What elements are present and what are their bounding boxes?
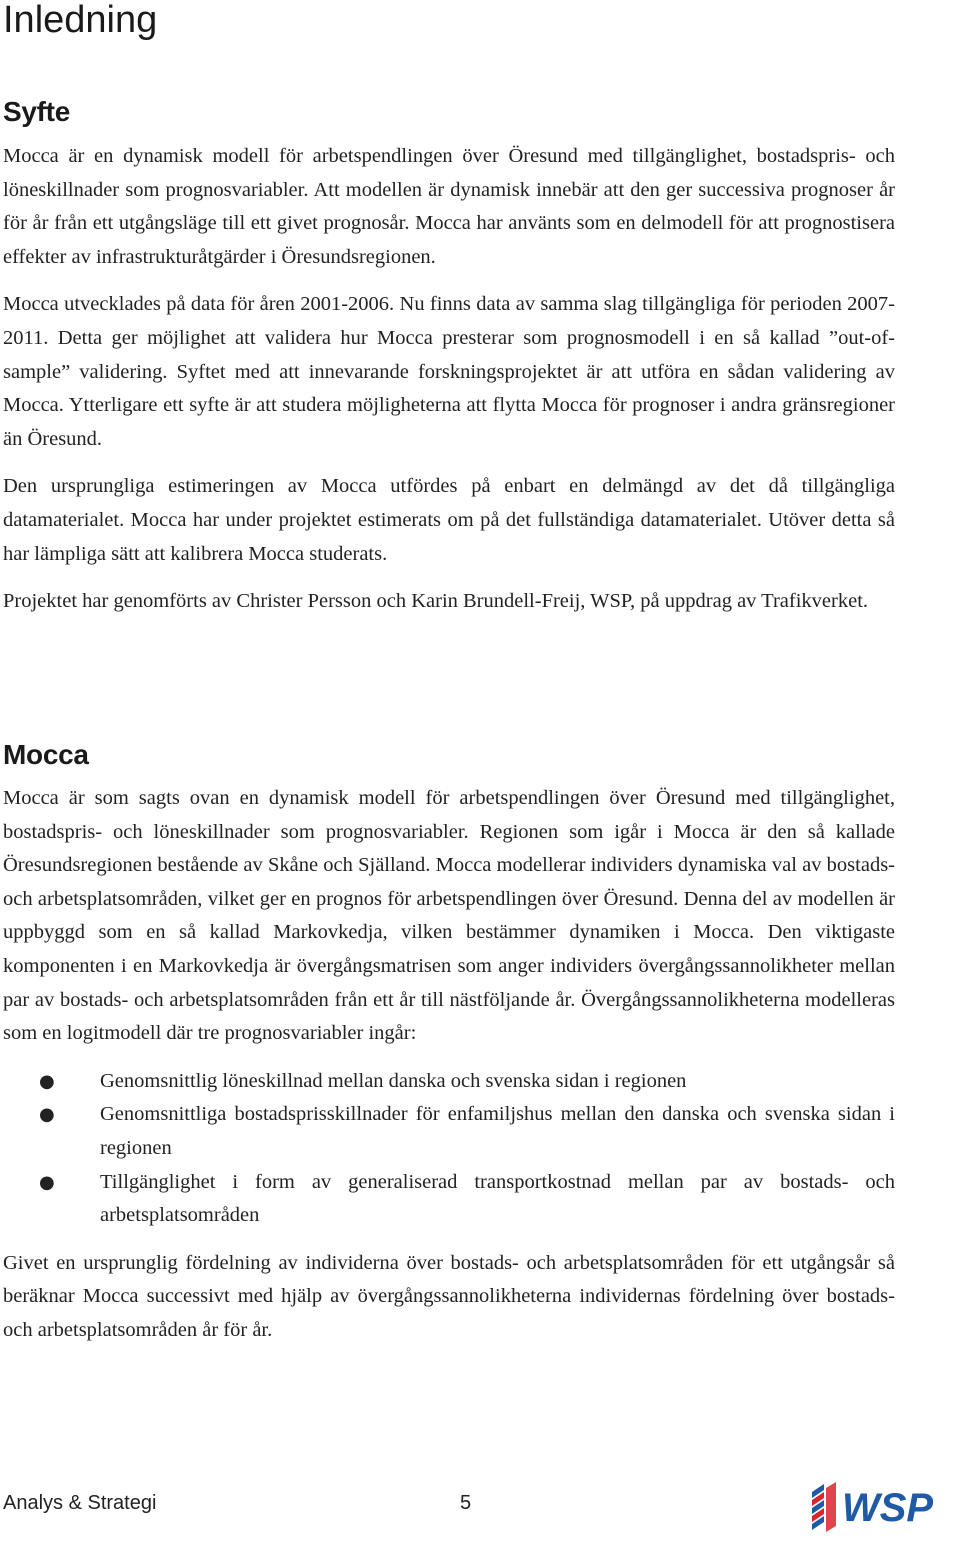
syfte-paragraph-2: Mocca utvecklades på data för åren 2001-2006. Nu finns data av samma slag tillgängliga för perioden 2007-2011. Detta ger möjlighet att validera hur Mocca presterar som prognosmodell i en så kallad ”out-of-sample” validering. Syftet med att innevarande forskningsprojektet är att utföra en sådan validering av Mocca. Ytterligare ett syfte är att studera möjligheterna att flytta Mocca för prognoser i andra gränsregioner än Öresund. xyxy=(3,293,895,450)
syfte-paragraph-1: Mocca är en dynamisk modell för arbetspendlingen över Öresund med tillgänglighet, bostadspris- och löneskillnader som prognosvariabler. Att modellen är dynamisk innebär att den ger successiva prognoser år för år från ett utgångsläge till ett givet prognosår. Mocca har använts som en delmodell för att prognostisera effekter av infrastrukturåtgärder i Öresundsregionen. xyxy=(3,145,895,268)
wsp-logo xyxy=(806,1474,958,1534)
syfte-section xyxy=(3,140,895,619)
footer-department: Analys & Strategi xyxy=(3,1492,157,1514)
bullet-icon: ● xyxy=(39,1171,55,1193)
page-title: Inledning xyxy=(3,0,158,41)
page-number: 5 xyxy=(460,1492,472,1514)
list-item-text: Genomsnittliga bostadsprisskillnader för enfamiljshus mellan den danska och svenska sidan i regionen xyxy=(100,1103,895,1159)
wsp-logo-mark-icon xyxy=(812,1482,836,1532)
syfte-paragraph-3: Den ursprungliga estimeringen av Mocca utfördes på enbart en delmängd av det då tillgängliga datamaterialet. Mocca har under projektet estimerats om på det fullständiga datamaterialet. Utöver detta så har lämpliga sätt att kalibrera Mocca studerats. xyxy=(3,475,895,565)
prognosis-variable-list xyxy=(3,1065,895,1233)
mocca-closing-paragraph: Givet en ursprunglig fördelning av individerna över bostads- och arbetsplatsområden för ett utgångsår så beräknar Mocca successivt med hjälp av övergångssannolikheterna individernas fördelning över bostads- och arbetsplatsområden år för år. xyxy=(3,1251,895,1341)
syfte-paragraph-4: Projektet har genomförts av Christer Persson och Karin Brundell-Freij, WSP, på uppdrag av Trafikverket. xyxy=(3,590,869,613)
section-heading-mocca: Mocca xyxy=(3,739,89,770)
list-item-text: Genomsnittlig löneskillnad mellan danska och svenska sidan i regionen xyxy=(100,1069,687,1092)
list-item xyxy=(3,1065,895,1099)
wsp-logo-text: WSP xyxy=(842,1486,934,1530)
mocca-section xyxy=(3,782,895,1348)
mocca-intro-paragraph: Mocca är som sagts ovan en dynamisk modell för arbetspendlingen över Öresund med tillgänglighet, bostadspris- och löneskillnader som prognosvariabler. Regionen som igår i Mocca är den så kallade Öresundsregionen bestående av Skåne och Själland. Mocca modellerar individers dynamiska val av bostads- och arbetsplatsområden, vilket ger en prognos för arbetspendlingen över Öresund. Denna del av modellen är uppbyggd som en så kallad Markovkedja, vilken bestämmer dynamiken i Mocca. Den viktigaste komponenten i en Markovkedja är övergångsmatrisen som anger individers övergångssannolikheter mellan par av bostads- och arbetsplatsområden från ett år till nästföljande år. Övergångssannolikheterna modelleras som en logitmodell där tre prognosvariabler ingår: xyxy=(3,787,895,1045)
bullet-icon: ● xyxy=(39,1070,55,1092)
bullet-icon: ● xyxy=(39,1104,55,1126)
section-heading-syfte: Syfte xyxy=(3,96,70,127)
list-item-text: Tillgänglighet i form av generaliserad transportkostnad mellan par av bostads- och arbetsplatsområden xyxy=(100,1170,895,1227)
list-item xyxy=(3,1166,895,1233)
list-item xyxy=(3,1098,895,1165)
